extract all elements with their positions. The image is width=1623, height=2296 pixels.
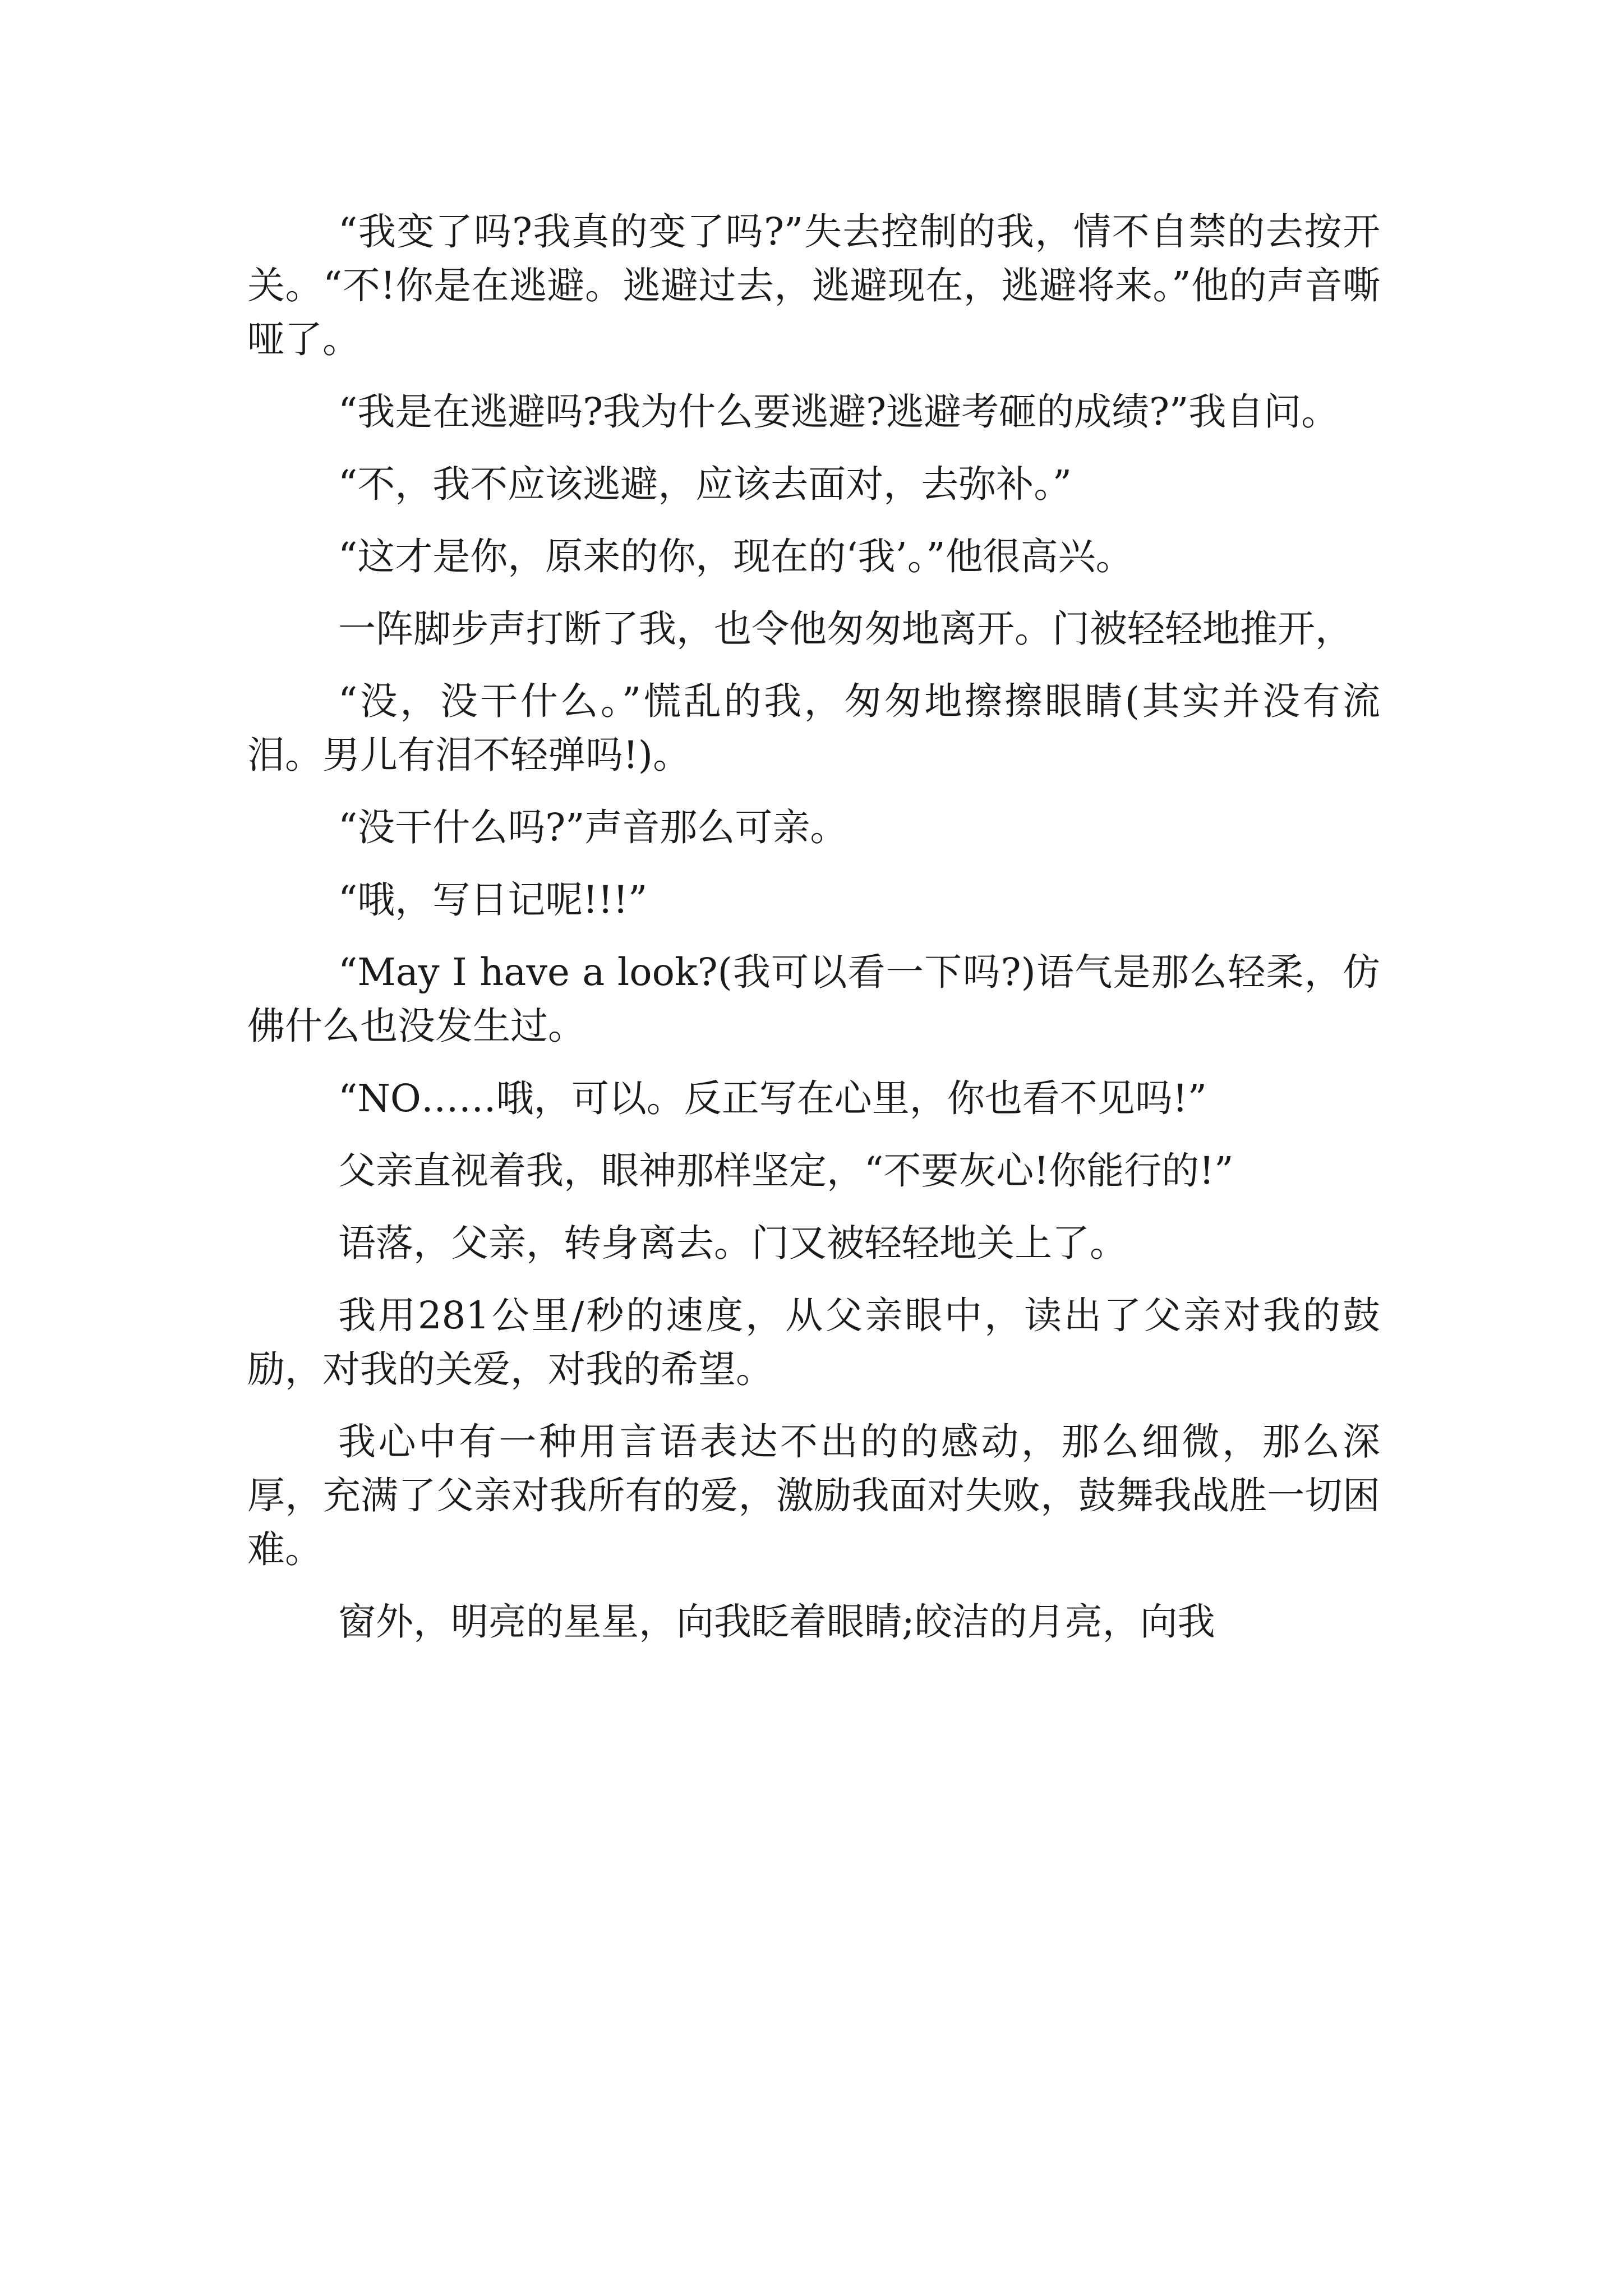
paragraph: “May I have a look?(我可以看一下吗?)语气是那么轻柔，仿佛什么也没发生过。: [247, 950, 1380, 1048]
paragraph: 窗外，明亮的星星，向我眨着眼睛;皎洁的月亮，向我: [338, 1600, 1215, 1644]
paragraph: 我用281公里/秒的速度，从父亲眼中，读出了父亲对我的鼓励，对我的关爱，对我的希望。: [247, 1294, 1380, 1391]
paragraph: “NO……哦，可以。反正写在心里，你也看不见吗!”: [338, 1076, 1207, 1120]
paragraph: “哦，写日记呢!!!”: [338, 878, 648, 922]
paragraph: “我是在逃避吗?我为什么要逃避?逃避考砸的成绩?”我自问。: [338, 390, 1339, 434]
document-body: [247, 205, 1380, 1667]
paragraph: 语落，父亲，转身离去。门又被轻轻地关上了。: [338, 1221, 1127, 1265]
paragraph: “这才是你，原来的你，现在的‘我’。”他很高兴。: [338, 535, 1133, 578]
paragraph: 父亲直视着我，眼神那样坚定，“不要灰心!你能行的!”: [338, 1149, 1234, 1193]
paragraph: 一阵脚步声打断了我，也令他匆匆地离开。门被轻轻地推开，: [338, 607, 1353, 651]
paragraph: “没干什么吗?”声音那么可亲。: [338, 806, 848, 849]
paragraph: “没，没干什么。”慌乱的我，匆匆地擦擦眼睛(其实并没有流泪。男儿有泪不轻弹吗!)。: [247, 679, 1380, 777]
paragraph: 我心中有一种用言语表达不出的的感动，那么细微，那么深厚，充满了父亲对我所有的爱，激励我面对失败，鼓舞我战胜一切困难。: [247, 1420, 1380, 1571]
paragraph: “不，我不应该逃避，应该去面对，去弥补。”: [338, 462, 1072, 506]
paragraph: “我变了吗?我真的变了吗?”失去控制的我，情不自禁的去按开关。“不!你是在逃避。逃避过去，逃避现在，逃避将来。”他的声音嘶哑了。: [247, 210, 1380, 361]
